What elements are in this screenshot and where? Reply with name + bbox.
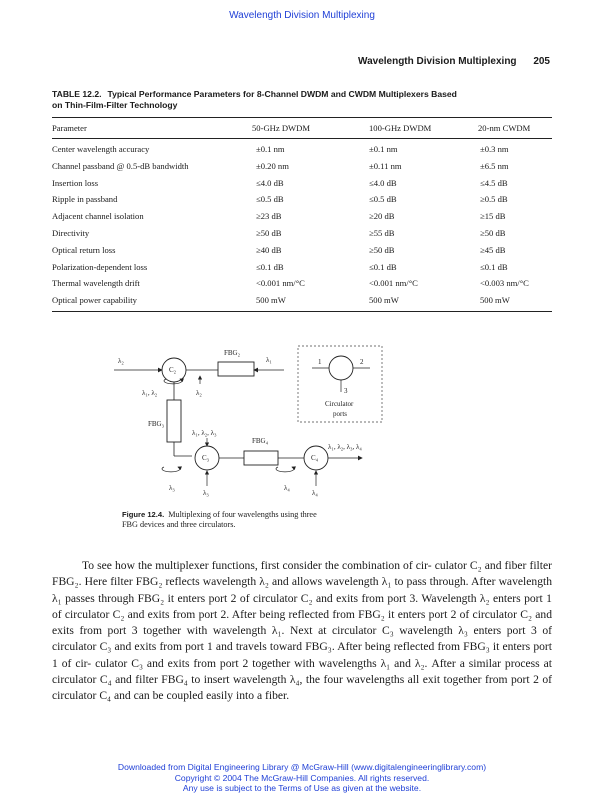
lambda123-label: λ₁, λ₂, λ₃ <box>192 429 217 437</box>
value-cell: ≥55 dB <box>369 228 395 238</box>
lambda1-top: λ₁ <box>266 356 272 364</box>
table-caption-line2: on Thin-Film-Filter Technology <box>52 100 178 110</box>
text-line: allows wavelength λ₁ to pass through. After wavelength λ₁ passes through FBG₂ <box>52 575 553 605</box>
figure-caption <box>122 510 388 530</box>
footer-terms-link[interactable]: Any use is subject to the Terms of Use as given at the website. <box>182 783 422 793</box>
value-cell: ≤4.0 dB <box>256 177 284 188</box>
value-cell: ≥0.5 dB <box>480 194 508 205</box>
table-row <box>52 144 552 156</box>
parameter-cell: Ripple in passband <box>52 194 118 205</box>
text-line: port 2 of circulator C₂ and exits from port 3 together with wavelength λ₁. Next <box>52 607 552 638</box>
text-line: of circulator C₂ and exits from port 2. After being reflected from FBG₂ it enters <box>52 607 426 621</box>
value-cell: ≤0.5 dB <box>369 194 397 205</box>
paragraph <box>52 558 552 705</box>
value-cell: ≥23 dB <box>256 211 282 222</box>
value-cell: ≥50 dB <box>369 244 395 255</box>
value-cell: <0.003 nm/°C <box>480 278 529 289</box>
figure-caption-line1: Multiplexing of four wavelengths using three <box>168 510 317 519</box>
value-cell: ±0.3 nm <box>480 144 509 154</box>
fbg3-label: FBG₃ <box>148 420 165 428</box>
port2-label: 2 <box>360 358 364 366</box>
c4-rotation-arrow <box>276 467 294 472</box>
value-cell: 500 mW <box>480 295 510 306</box>
value-cell: ≤0.5 dB <box>256 194 284 205</box>
value-cell: ±0.20 nm <box>256 160 289 171</box>
parameter-cell: Optical return loss <box>52 244 116 255</box>
table-top-rule <box>52 117 552 118</box>
table-row <box>52 194 552 206</box>
c2-label: C₂ <box>169 366 177 374</box>
table-row <box>52 211 552 223</box>
value-cell: ±0.1 nm <box>256 144 285 154</box>
parameter-cell: Center wavelength accuracy <box>52 144 150 154</box>
parameter-cell: Adjacent channel isolation <box>52 211 144 222</box>
parameter-cell: Polarization-dependent loss <box>52 261 148 272</box>
text-line: culator C₃ and exits from port 2 together with wavelengths λ₁ and λ₂. After a <box>95 656 465 670</box>
lambda1234-label: λ₁, λ₂, λ₃, λ₄ <box>328 443 362 451</box>
fbg2-label: FBG₂ <box>224 349 241 357</box>
footer-download-link[interactable]: Downloaded from Digital Engineering Library @ McGraw-Hill (www.digitalengineeringlibrary.com) <box>117 762 487 772</box>
lambda2-left: λ₂ <box>118 357 124 365</box>
circulator-caption-line2: ports <box>333 410 347 418</box>
table-row <box>52 262 552 274</box>
parameter-cell: Insertion loss <box>52 177 99 188</box>
value-cell: ≤0.1 dB <box>369 261 397 272</box>
fbg3-box <box>167 400 181 442</box>
header-cell: 50-GHz DWDM <box>252 123 310 133</box>
table-row <box>52 161 552 173</box>
footer-copyright: Copyright © 2004 The McGraw-Hill Companies. All rights reserved. <box>174 772 430 783</box>
lambda4-bottom: λ₄ <box>312 489 318 497</box>
value-cell: ≥15 dB <box>480 211 506 222</box>
value-cell: <0.001 nm/°C <box>256 278 305 289</box>
c3-label: C₃ <box>202 454 210 462</box>
value-cell: ≥45 dB <box>480 244 506 255</box>
text-line: it enters port 2 of circulator C₂ and exits from port 3. Wavelength λ₂ enters port 1 <box>167 591 552 605</box>
lambda12-label: λ₁, λ₂ <box>142 389 158 397</box>
parameter-cell: Optical power capability <box>52 295 137 306</box>
legend-circulator <box>329 356 353 380</box>
figure-label: Figure 12.4. <box>122 510 165 519</box>
value-cell: ≤4.0 dB <box>369 177 397 188</box>
circulator-caption-line1: Circulator <box>325 400 354 408</box>
figure-caption-line2: FBG devices and three circulators. <box>122 520 236 529</box>
value-cell: ≥40 dB <box>256 244 282 255</box>
value-cell: <0.001 nm/°C <box>369 278 418 289</box>
header-cell: 20-nm CWDM <box>478 123 531 133</box>
table-header-rule <box>52 138 552 139</box>
lambda3-left: λ₃ <box>169 484 175 492</box>
parameter-cell: Channel passband @ 0.5-dB bandwidth <box>52 160 189 171</box>
table-row <box>52 278 552 290</box>
parameter-cell: Thermal wavelength drift <box>52 278 140 289</box>
text-line: wavelengths all exit together from port 2 of circulator C₄ and can be coupled <box>52 673 552 703</box>
value-cell: 500 mW <box>256 295 286 306</box>
page-number: 205 <box>533 56 550 67</box>
value-cell: ≥50 dB <box>256 228 282 238</box>
table-row <box>52 295 552 307</box>
c4-label: C₄ <box>311 454 319 462</box>
value-cell: ±0.11 nm <box>369 160 402 171</box>
value-cell: ≥50 dB <box>480 228 506 238</box>
value-cell: ≤4.5 dB <box>480 177 508 188</box>
fbg4-label: FBG₄ <box>252 437 269 445</box>
text-line: culator C₂ and fiber filter FBG₂. Here filter FBG₂ reflects wavelength λ₂ and <box>52 559 553 589</box>
fbg4-box <box>244 451 278 465</box>
port1-label: 1 <box>318 358 322 366</box>
text-line: similar process at circulator C₄ and filter FBG₄ to insert wavelength λ₄, the four <box>52 656 552 687</box>
text-line: at circulator C₃ wavelength λ₃ enters port 3 of circulator C₃ and exits from port 1 <box>52 624 552 654</box>
port3-label: 3 <box>344 387 348 395</box>
value-cell: ≤0.1 dB <box>480 261 508 272</box>
body-paragraph <box>52 558 552 705</box>
multiplexer-diagram <box>112 340 392 505</box>
value-cell: ≥20 dB <box>369 211 395 222</box>
text-line: easily into a fiber. <box>206 689 290 703</box>
parameter-cell: Directivity <box>52 228 90 238</box>
lambda2-reflect: λ₂ <box>196 389 202 397</box>
table-caption-line1: Typical Performance Parameters for 8-Channel DWDM and CWDM Multiplexers Based <box>107 89 457 99</box>
fbg2-box <box>218 362 254 376</box>
value-cell: ±0.1 nm <box>369 144 398 154</box>
table-label: TABLE 12.2. <box>52 89 102 99</box>
table-row <box>52 178 552 190</box>
c3-rotation-arrow <box>162 467 180 472</box>
value-cell: ±6.5 nm <box>480 160 509 171</box>
running-head <box>358 56 550 67</box>
table-header-row <box>52 123 552 135</box>
header-cell: 100-GHz DWDM <box>369 123 432 133</box>
running-head-title: Wavelength Division Multiplexing <box>358 56 517 67</box>
figure-diagram <box>112 340 392 505</box>
value-cell: 500 mW <box>369 295 399 306</box>
table-caption <box>52 89 552 111</box>
table-row <box>52 228 552 240</box>
header-cell: Parameter <box>52 123 87 133</box>
banner-link[interactable]: Wavelength Division Multiplexing <box>229 10 375 21</box>
lambda3-bottom: λ₃ <box>203 489 209 497</box>
lambda4-left: λ₄ <box>284 484 290 492</box>
text-line: and travels toward FBG₃. After being reflected from FBG₃ it enters port 1 of cir- <box>52 640 552 670</box>
text-line: To see how the multiplexer functions, first consider the combination of cir- <box>82 559 432 572</box>
table-bottom-rule <box>52 311 552 312</box>
footer <box>0 762 604 794</box>
value-cell: ≤0.1 dB <box>256 261 284 272</box>
table-row <box>52 245 552 257</box>
